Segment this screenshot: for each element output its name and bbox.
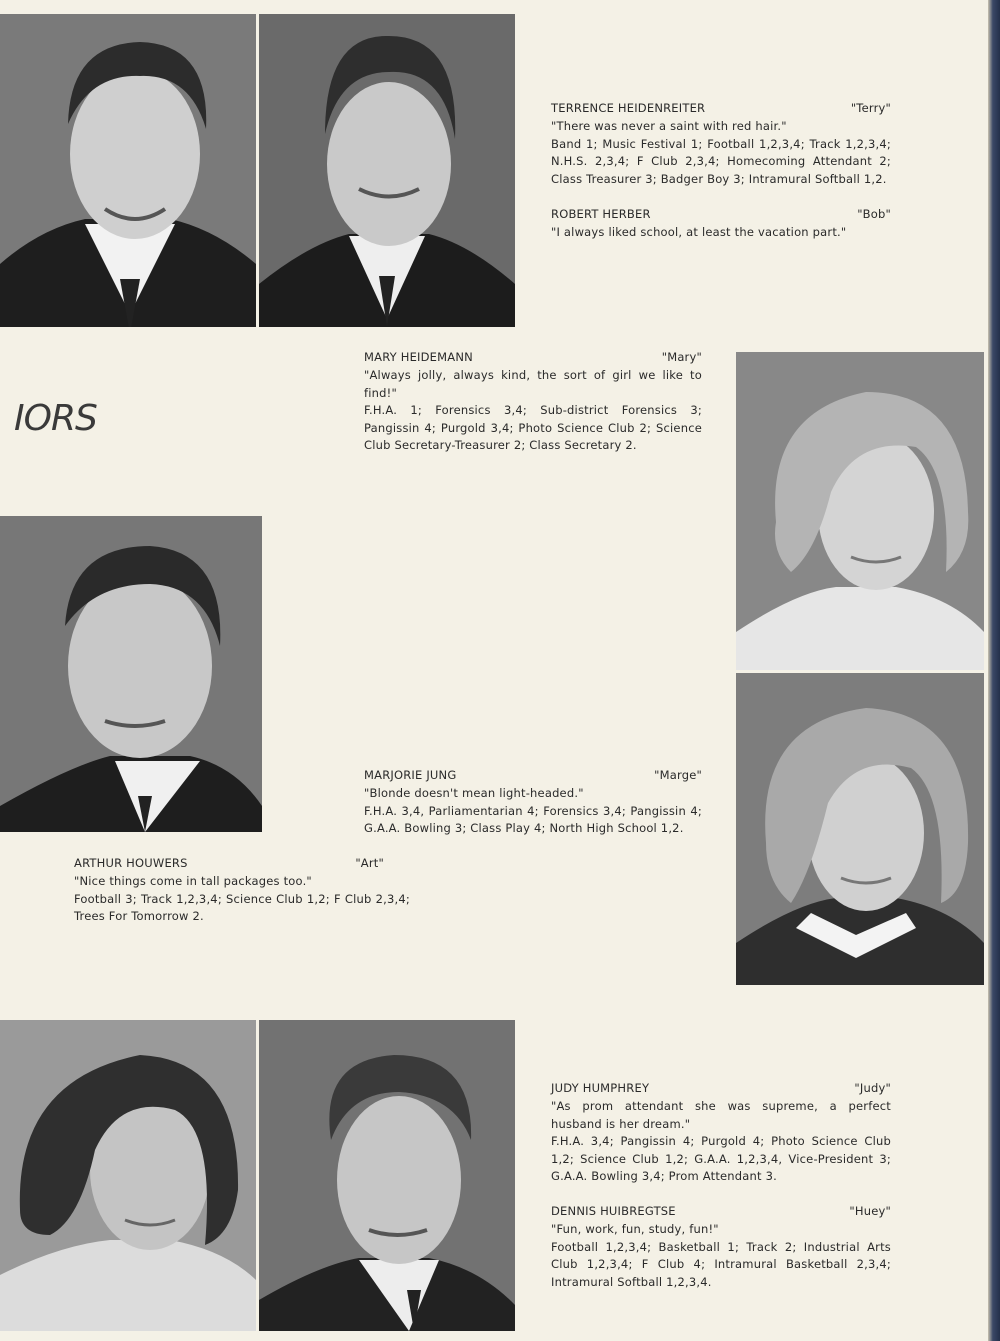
student-activities: Football 3; Track 1,2,3,4; Science Club 1,2; F Club 2,3,4; Trees For Tomorrow 2.	[74, 891, 410, 923]
book-cover-edge	[988, 0, 1000, 1341]
entry-robert-herber	[551, 206, 891, 242]
student-name: DENNIS HUIBREGTSE	[551, 1204, 676, 1218]
portrait-photo-marjorie-jung	[736, 673, 984, 985]
student-quote: "There was never a saint with red hair."	[551, 119, 787, 133]
student-quote: "Always jolly, always kind, the sort of girl we like to find!"	[364, 368, 702, 400]
portrait-photo-judy-humphrey	[0, 1020, 256, 1331]
student-activities: F.H.A. 3,4, Parliamentarian 4; Forensics 3,4; Pangissin 4; G.A.A. Bowling 3; Class Play 4; North High School 1,2.	[364, 803, 702, 835]
entry-dennis-huibregtse	[551, 1203, 891, 1291]
student-nickname: "Terry"	[850, 101, 891, 115]
portrait-photo-robert-herber	[259, 14, 515, 327]
entry-mary-heidemann	[364, 349, 702, 455]
student-quote: "Fun, work, fun, study, fun!"	[551, 1222, 719, 1236]
student-quote: "Nice things come in tall packages too."	[74, 874, 312, 888]
student-quote: "As prom attendant she was supreme, a perfect husband is her dream."	[551, 1099, 891, 1131]
student-activities: Band 1; Music Festival 1; Football 1,2,3,4; Track 1,2,3,4; N.H.S. 2,3,4; F Club 2,3,4; Homecoming Attendant 2; Class Treasurer 3; Badger Boy 3; Intramural Softball 1,2.	[551, 136, 891, 186]
student-nickname: "Bob"	[857, 207, 891, 221]
student-name: TERRENCE HEIDENREITER	[551, 101, 706, 115]
entry-arthur-houwers	[74, 855, 410, 926]
student-nickname: "Art"	[355, 856, 384, 870]
student-quote: "I always liked school, at least the vacation part."	[551, 225, 847, 239]
student-quote: "Blonde doesn't mean light-headed."	[364, 786, 584, 800]
portrait-photo-dennis-huibregtse	[259, 1020, 515, 1331]
student-name: ROBERT HERBER	[551, 207, 651, 221]
portrait-photo-mary-heidemann	[736, 352, 984, 670]
student-activities: F.H.A. 1; Forensics 3,4; Sub-district Forensics 3; Pangissin 4; Purgold 3,4; Photo Science Club 2; Science Club Secretary-Treasurer 2; Class Secretary 2.	[364, 403, 702, 452]
student-name: MARJORIE JUNG	[364, 768, 457, 782]
student-nickname: "Mary"	[661, 350, 702, 364]
student-name: ARTHUR HOUWERS	[74, 856, 188, 870]
student-activities: F.H.A. 3,4; Pangissin 4; Purgold 4; Photo Science Club 1,2; Science Club 1,2; G.A.A. 1,2,3,4, Vice-President 3; G.A.A. Bowling 3,4; Prom Attendant 3.	[551, 1134, 891, 1183]
student-nickname: "Huey"	[849, 1204, 891, 1218]
student-nickname: "Marge"	[654, 768, 702, 782]
section-heading: IORS	[14, 398, 97, 439]
entry-terrence-heidenreiter	[551, 100, 891, 188]
student-activities: Football 1,2,3,4; Basketball 1; Track 2; Industrial Arts Club 1,2,3,4; F Club 4; Intramural Basketball 2,3,4; Intramural Softball 1,2,3,4.	[551, 1239, 891, 1289]
entry-judy-humphrey	[551, 1080, 891, 1186]
student-name: JUDY HUMPHREY	[551, 1081, 650, 1095]
student-name: MARY HEIDEMANN	[364, 350, 473, 364]
student-nickname: "Judy"	[854, 1081, 891, 1095]
portrait-photo-terrence-heidenreiter	[0, 14, 256, 327]
entry-marjorie-jung	[364, 767, 702, 838]
portrait-photo-arthur-houwers	[0, 516, 262, 832]
